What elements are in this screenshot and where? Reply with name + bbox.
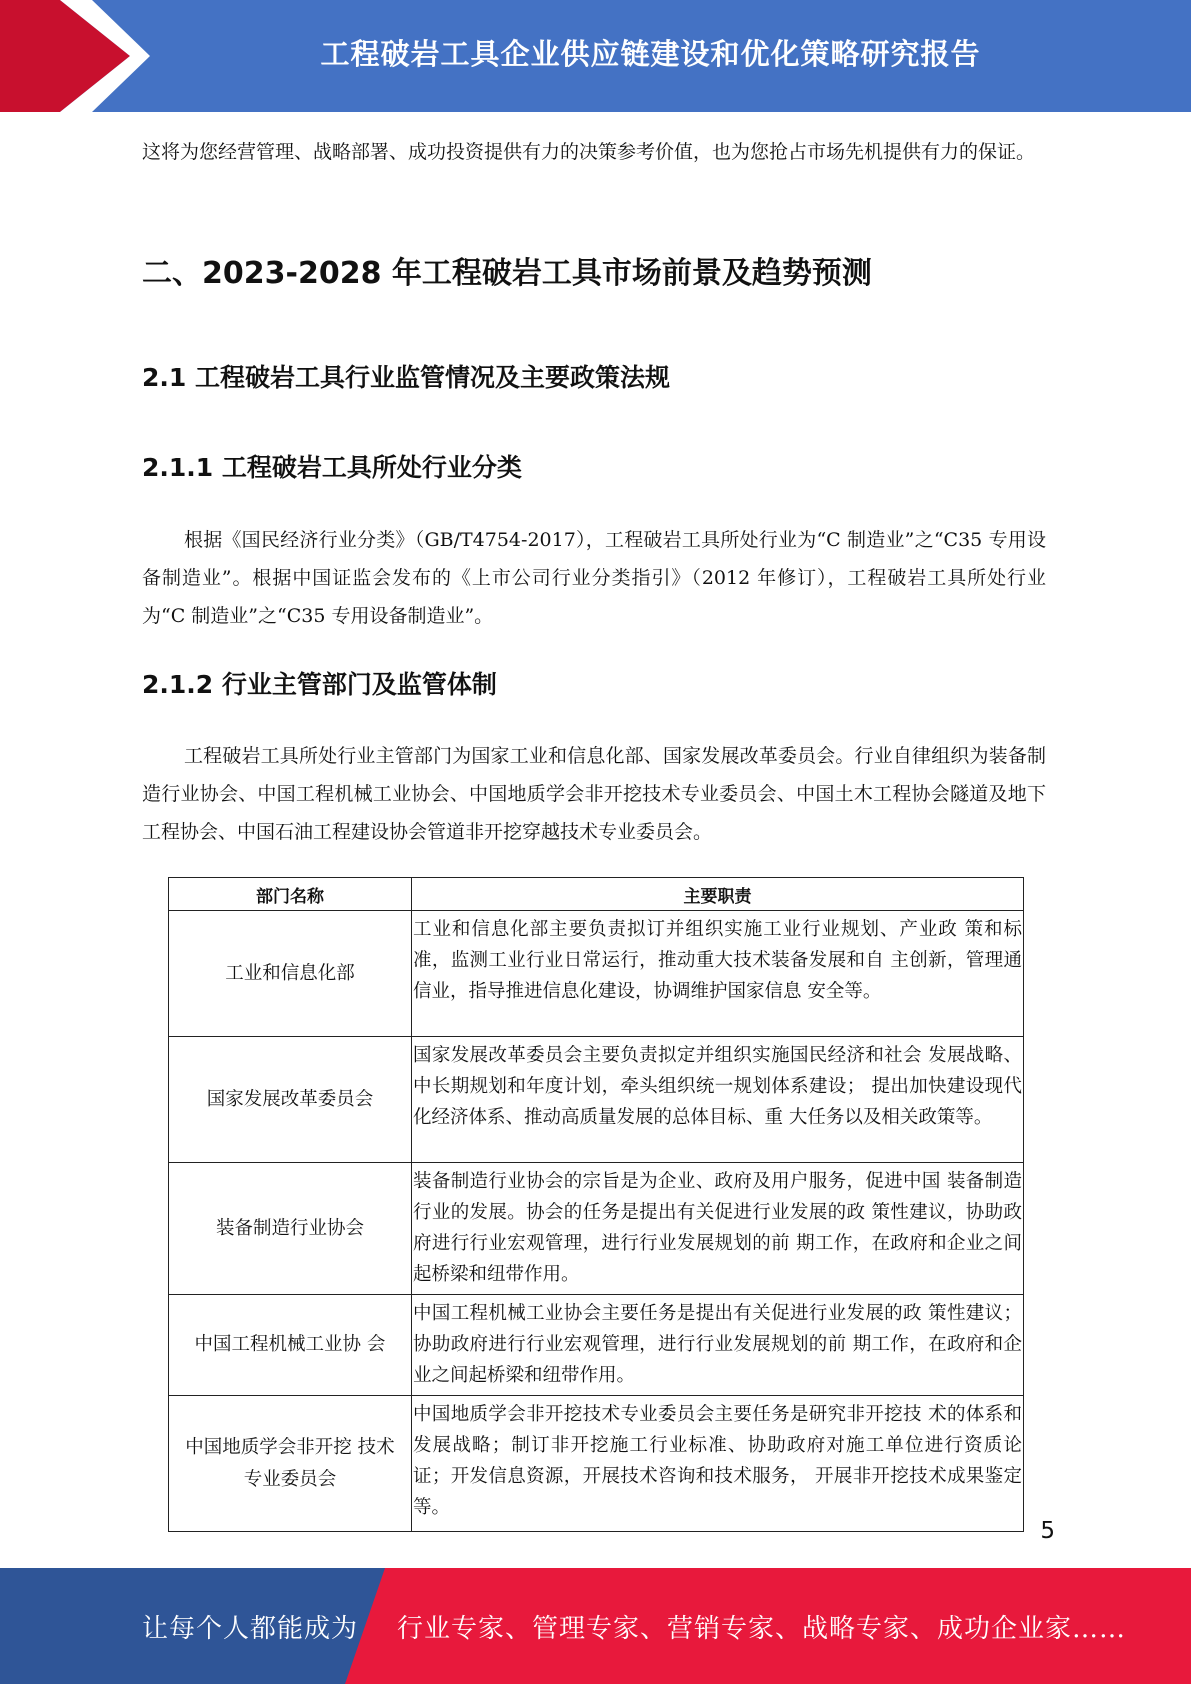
footer-slogan-left: 让每个人都能成为 — [142, 1613, 359, 1644]
table-row — [169, 1163, 1024, 1295]
page-number: 5 — [1040, 1518, 1055, 1544]
table-row — [169, 1037, 1024, 1163]
column-header-duties: 主要职责 — [412, 878, 1024, 911]
table-row — [169, 911, 1024, 1037]
industry-classification-paragraph: 根据《国民经济行业分类》（GB/T4754-2017），工程破岩工具所处行业为“C 制造业”之“C35 专用设备制造业”。根据中国证监会发布的《上市公司行业分类指引》（2012 年修订），工程破岩工具所处行业为“C 制造业”之“C35 专用设备制造业”。 — [142, 529, 1046, 627]
report-title: 工程破岩工具企业供应链建设和优化策略研究报告 — [320, 36, 981, 71]
department-duties: 中国地质学会非开挖技术专业委员会主要任务是研究非开挖技 术的体系和发展战略；制订非开挖施工行业标准、协助政府对施工单位进行资质论证；开发信息资源，开展技术咨询和技术服务， 开展非开挖技术成果鉴定等。 — [412, 1396, 1024, 1532]
department-duties: 中国工程机械工业协会主要任务是提出有关促进行业发展的政 策性建议；协助政府进行行业宏观管理，进行行业发展规划的前 期工作，在政府和企业之间起桥梁和纽带作用。 — [412, 1295, 1024, 1396]
table-row — [169, 1396, 1024, 1532]
footer-slogan-right: 行业专家、管理专家、营销专家、战略专家、成功企业家…… — [397, 1613, 1127, 1644]
department-name: 国家发展改革委员会 — [169, 1037, 412, 1163]
header-arrow-decoration — [0, 0, 160, 112]
department-duties: 工业和信息化部主要负责拟订并组织实施工业行业规划、产业政 策和标准，监测工业行业日常运行，推动重大技术装备发展和自 主创新，管理通信业，指导推进信息化建设，协调维护国家信息 安全等。 — [412, 911, 1024, 1037]
department-name: 装备制造行业协会 — [169, 1163, 412, 1295]
department-name: 中国地质学会非开挖 技术专业委员会 — [169, 1396, 412, 1532]
page-footer — [0, 1568, 1191, 1684]
intro-paragraph: 这将为您经营管理、战略部署、成功投资提供有力的决策参考价值，也为您抢占市场先机提供有力的保证。 — [142, 141, 1036, 163]
column-header-department: 部门名称 — [169, 878, 412, 911]
department-duties: 国家发展改革委员会主要负责拟定并组织实施国民经济和社会 发展战略、中长期规划和年度计划，牵头组织统一规划体系建设； 提出加快建设现代化经济体系、推动高质量发展的总体目标、重 大任务以及相关政策等。 — [412, 1037, 1024, 1163]
departments-table — [168, 877, 1024, 1532]
regulatory-bodies-paragraph: 工程破岩工具所处行业主管部门为国家工业和信息化部、国家发展改革委员会。行业自律组织为装备制造行业协会、中国工程机械工业协会、中国地质学会非开挖技术专业委员会、中国土木工程协会隧道及地下工程协会、中国石油工程建设协会管道非开挖穿越技术专业委员会。 — [142, 745, 1046, 843]
table-header-row — [169, 878, 1024, 911]
section-heading: 二、2023-2028 年工程破岩工具市场前景及趋势预测 — [142, 256, 872, 291]
department-name: 中国工程机械工业协 会 — [169, 1295, 412, 1396]
subsection-heading-2-1-1: 2.1.1 工程破岩工具所处行业分类 — [142, 453, 522, 482]
page-header — [0, 0, 1191, 112]
subsection-heading-2-1: 2.1 工程破岩工具行业监管情况及主要政策法规 — [142, 363, 670, 392]
subsection-heading-2-1-2: 2.1.2 行业主管部门及监管体制 — [142, 670, 497, 699]
department-duties: 装备制造行业协会的宗旨是为企业、政府及用户服务，促进中国 装备制造行业的发展。协会的任务是提出有关促进行业发展的政 策性建议，协助政府进行行业宏观管理，进行行业发展规划的前 期工作，在政府和企业之间起桥梁和纽带作用。 — [412, 1163, 1024, 1295]
table-row — [169, 1295, 1024, 1396]
department-name: 工业和信息化部 — [169, 911, 412, 1037]
